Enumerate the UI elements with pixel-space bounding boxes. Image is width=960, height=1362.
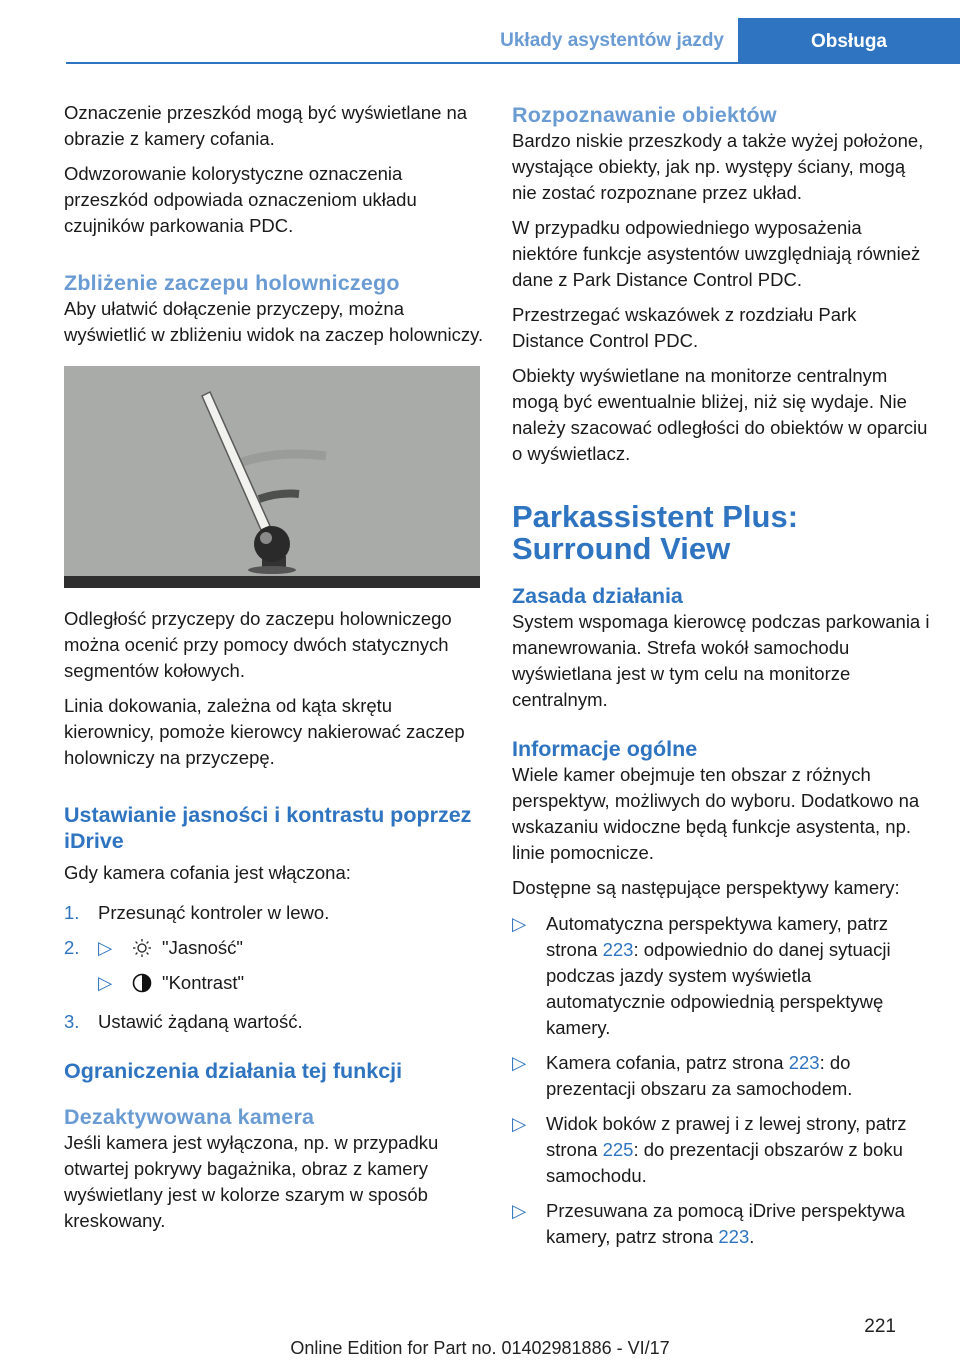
heading-disabled-camera: Dezaktywowana kamera: [64, 1105, 315, 1129]
heading-object-recognition: Rozpoznawanie obiektów: [512, 103, 777, 127]
bullet-text: Kamera cofania, patrz strona 223: do prezentacji obszaru za samochodem.: [546, 1052, 853, 1099]
list-item: [512, 1050, 932, 1102]
contrast-icon: [132, 973, 152, 993]
heading-general-info: Informacje ogólne: [512, 737, 698, 761]
bullet-text: Przesuwana za pomocą iDrive perspektywa kamery, patrz strona 223.: [546, 1200, 905, 1247]
step-number: 1.: [64, 902, 80, 923]
step-text: Przesunąć kontroler w lewo.: [98, 902, 330, 923]
menu-label: "Kontrast": [162, 972, 245, 993]
steps-list: [64, 900, 484, 1035]
page-header: [66, 0, 960, 64]
heading-surround-view: Parkassistent Plus: Surround View: [512, 499, 799, 566]
triangle-icon: ▷: [98, 937, 113, 958]
page-link[interactable]: 223: [602, 939, 634, 960]
page-link[interactable]: 225: [602, 1139, 634, 1160]
paragraph: Bardzo niskie przeszkody a także wyżej położone, wystające obiekty, jak np. występy ściany, mogą nie zostać rozpoznane przez układ.: [512, 130, 924, 203]
page-number: 221: [864, 1316, 896, 1337]
left-column: [64, 100, 484, 1243]
page-link[interactable]: 223: [788, 1052, 820, 1073]
list-item: [64, 935, 484, 1005]
hitch-camera-image: [64, 366, 480, 588]
triangle-icon: ▷: [512, 1113, 527, 1134]
list-item: [512, 1111, 932, 1189]
step-text: Ustawić żądaną wartość.: [98, 1011, 303, 1032]
bullet-text: Automatyczna perspektywa kamery, patrz strona 223: odpowiednio do danej sytuacji podczas jazdy system wyświetla automatycznie odpowiednią perspektywę kamery.: [546, 913, 891, 1038]
menu-item-brightness[interactable]: [98, 935, 244, 961]
paragraph: Przestrzegać wskazówek z rozdziału Park Distance Control PDC.: [512, 304, 857, 351]
step-number: 2.: [64, 937, 80, 958]
paragraph: Oznaczenie przeszkód mogą być wyświetlane na obrazie z kamery cofania.: [64, 102, 468, 149]
heading-principle: Zasada działania: [512, 584, 683, 608]
list-item: [64, 1009, 484, 1035]
list-item: [64, 900, 484, 926]
paragraph: W przypadku odpowiedniego wyposażenia niektóre funkcje asystentów uwzględniają również dane z Park Distance Control PDC.: [512, 217, 921, 290]
paragraph: Jeśli kamera jest wyłączona, np. w przypadku otwartej pokrywy bagażnika, obraz z kamery wyświetlany jest w kolorze szarym w sposób kreskowany.: [64, 1132, 439, 1231]
menu-label: "Jasność": [162, 937, 244, 958]
brightness-icon: [132, 938, 152, 958]
menu-item-contrast[interactable]: [98, 970, 244, 996]
list-item: [512, 1198, 932, 1250]
page-link[interactable]: 223: [718, 1226, 750, 1247]
edition-footer: Online Edition for Part no. 01402981886 - VI/17: [290, 1338, 670, 1358]
right-column: [512, 100, 932, 1259]
paragraph: Wiele kamer obejmuje ten obszar z różnych perspektyw, możliwych do wyboru. Dodatkowo na wskazaniu widoczne będą funkcje asystenta, np. linie pomocnicze.: [512, 764, 920, 863]
paragraph: Odległość przyczepy do zaczepu holowniczego można ocenić przy pomocy dwóch statycznych segmentów kołowych.: [64, 608, 452, 681]
paragraph: Linia dokowania, zależna od kąta skrętu kierownicy, pomoże kierowcy nakierować zaczep holowniczy na przyczepę.: [64, 695, 465, 768]
chapter-tab[interactable]: Obsługa: [738, 18, 960, 62]
triangle-icon: ▷: [512, 913, 527, 934]
heading-limits: Ograniczenia działania tej funkcji: [64, 1059, 403, 1083]
paragraph: Obiekty wyświetlane na monitorze centralnym mogą być ewentualnie bliżej, niż się wydaje. Nie należy szacować odległości do obiektów w oparciu o wyświetlacz.: [512, 365, 928, 464]
heading-brightness: Ustawianie jasności i kontrastu poprzez iDrive: [64, 803, 472, 853]
paragraph: System wspomaga kierowcę podczas parkowania i manewrowania. Strefa wokół samochodu wyświetlana jest w tym celu na monitorze centralnym.: [512, 611, 930, 710]
heading-zoom: Zbliżenie zaczepu holowniczego: [64, 271, 400, 295]
list-item: [512, 911, 932, 1041]
paragraph: Dostępne są następujące perspektywy kamery:: [512, 877, 900, 898]
hitch-illustration: [64, 366, 480, 588]
paragraph: Aby ułatwić dołączenie przyczepy, można wyświetlić w zbliżeniu widok na zaczep holowniczy.: [64, 298, 484, 345]
triangle-icon: ▷: [512, 1200, 527, 1221]
paragraph: Gdy kamera cofania jest włączona:: [64, 862, 351, 883]
perspective-list: [512, 911, 932, 1250]
paragraph: Odwzorowanie kolorystyczne oznaczenia przeszkód odpowiada oznaczeniom układu czujników parkowania PDC.: [64, 163, 417, 236]
bullet-text: Widok boków z prawej i z lewej strony, patrz strona 225: do prezentacji obszarów z boku samochodu.: [546, 1113, 907, 1186]
section-title: Układy asystentów jazdy: [500, 30, 724, 51]
triangle-icon: ▷: [512, 1052, 527, 1073]
step-number: 3.: [64, 1011, 80, 1032]
triangle-icon: ▷: [98, 972, 113, 993]
